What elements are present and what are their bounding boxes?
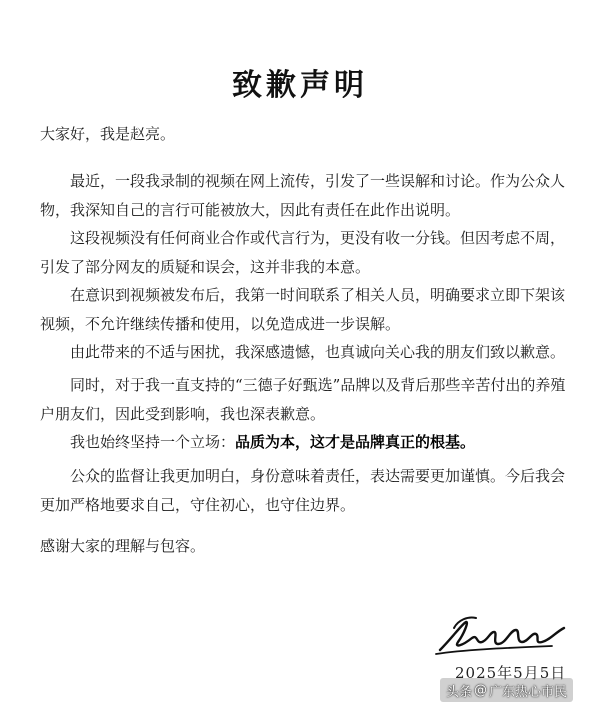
stance-intro: 我也始终坚持一个立场： [70, 433, 236, 451]
handwritten-signature [432, 610, 572, 660]
watermark-prefix: 头条 [446, 684, 473, 700]
paragraph-1: 最近，一段我录制的视频在网上流传，引发了一些误解和讨论。作为公众人物，我深知自己的言行可能被放大，因此有责任在此作出说明。 [40, 172, 566, 219]
paragraph-final: 公众的监督让我更加明白，身份意味着责任，表达需要更加谨慎。今后我会更加严格地要求自己，守住初心，也守住边界。 [40, 467, 566, 514]
paragraph-2: 这段视频没有任何商业合作或代言行为，更没有收一分钱。但因考虑不周，引发了部分网友的质疑和误会，这并非我的本意。 [40, 229, 566, 276]
statement-date: 2025年5月5日 [455, 664, 567, 682]
greeting: 大家好，我是赵亮。 [40, 125, 176, 143]
watermark-at: @ [474, 682, 488, 698]
page-title: 致歉声明 [232, 68, 368, 103]
paragraph-3: 在意识到视频被发布后，我第一时间联系了相关人员，明确要求立即下架该视频，不允许继续传播和使用，以免造成进一步误解。 [40, 286, 566, 333]
closing-line: 感谢大家的理解与包容。 [40, 537, 206, 555]
watermark [440, 678, 573, 702]
stance-bold: 品质为本，这才是品牌真正的根基。 [235, 433, 476, 451]
watermark-account: 广东热心市民 [489, 684, 568, 700]
paragraph-5: 同时，对于我一直支持的“三德子好甄选”品牌以及背后那些辛苦付出的养殖户朋友们，因此受到影响，我也深表歉意。 [40, 376, 566, 423]
paragraph-4: 由此带来的不适与困扰，我深感遗憾，也真诚向关心我的朋友们致以歉意。 [70, 343, 566, 361]
paragraph-stance [40, 428, 575, 457]
